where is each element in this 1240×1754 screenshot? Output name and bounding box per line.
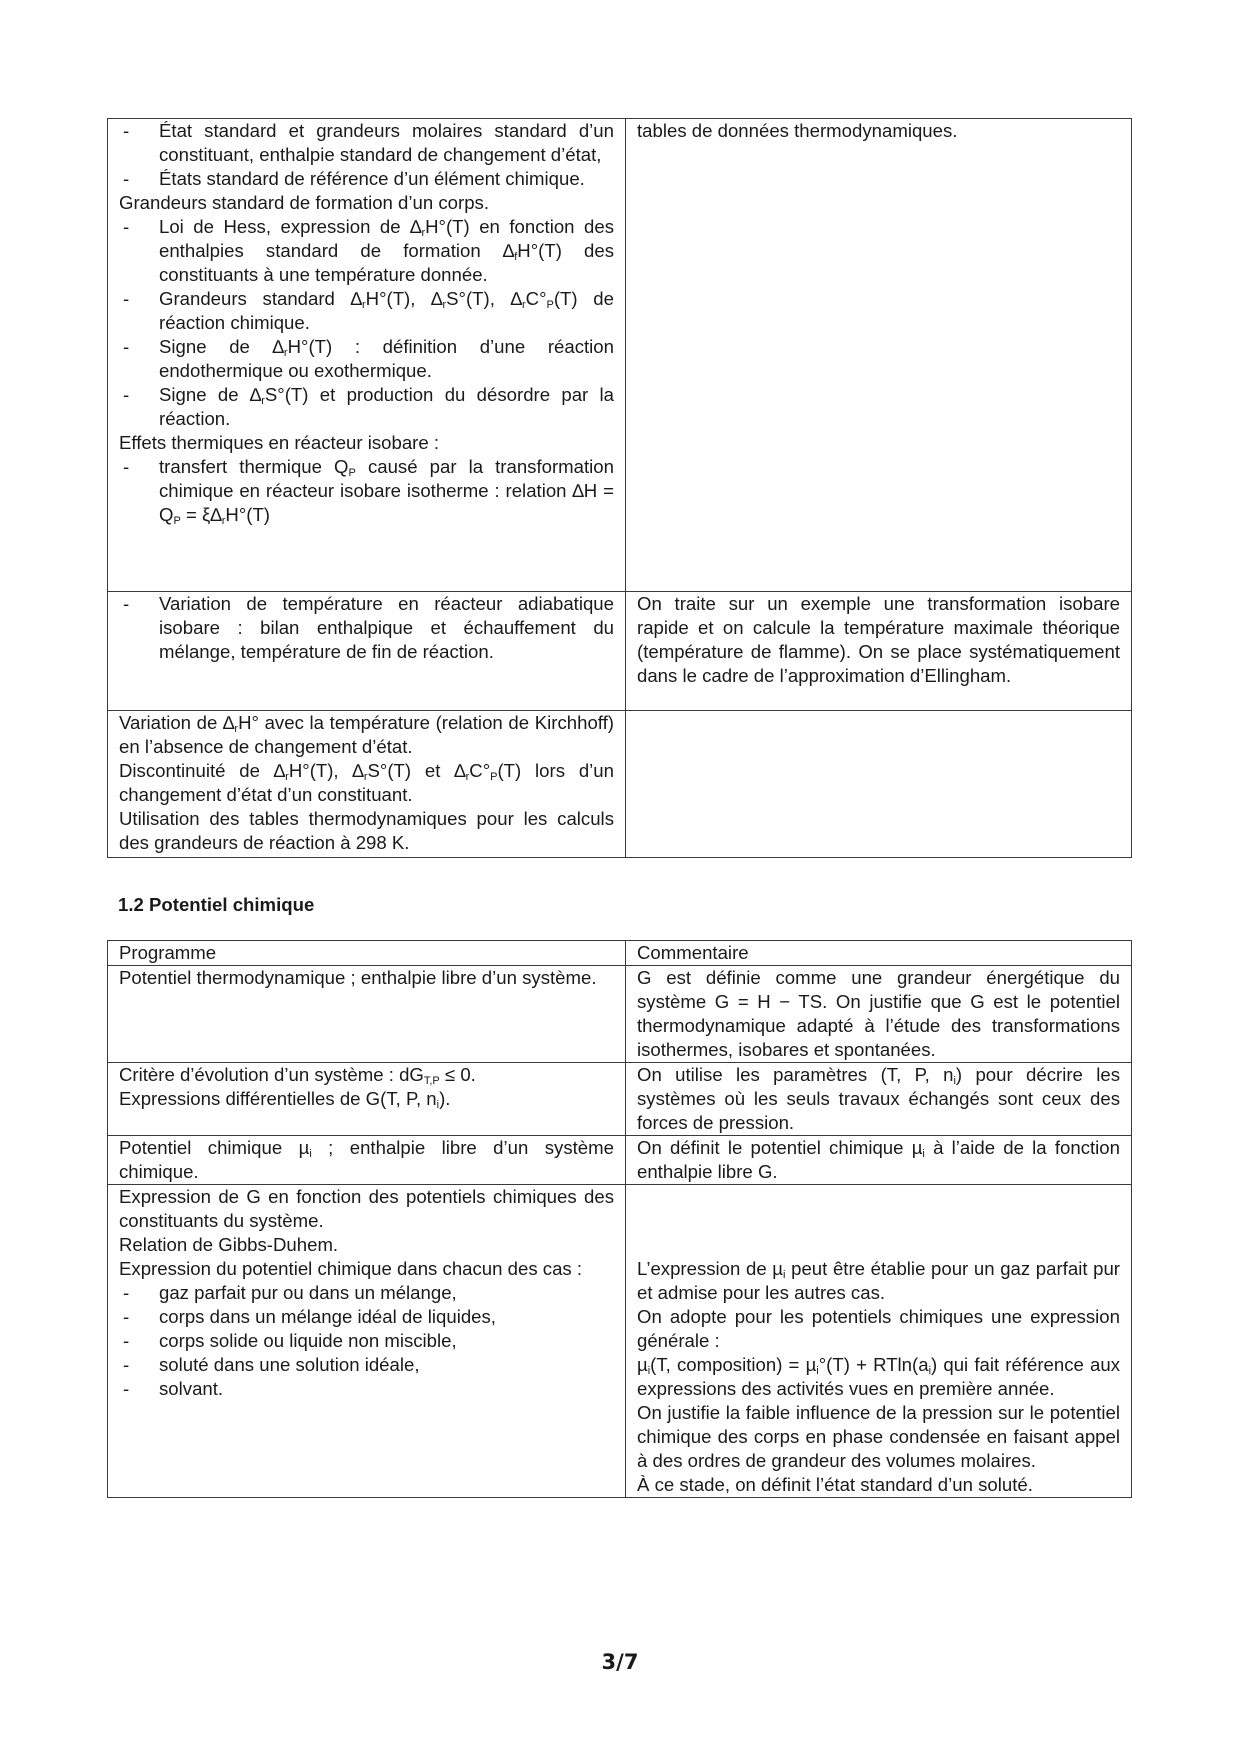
table-row bbox=[108, 1063, 1132, 1136]
table-row bbox=[108, 1185, 1132, 1498]
paragraph: Critère d’évolution d’un système : $dG_{T,P} \le 0$. bbox=[119, 1064, 476, 1087]
paragraph: Discontinuité de $\Delta_rH^\circ(T)$, $\Delta_rS^\circ(T)$ et $\Delta_rC^\circ_P(T)$ lors d’un changement d’état d’un constituant. bbox=[119, 760, 614, 805]
paragraph: Expression du potentiel chimique dans chacun des cas : bbox=[119, 1258, 583, 1279]
paragraph: Relation de Gibbs-Duhem. bbox=[119, 1234, 339, 1255]
list-item: - États standard de référence d’un élément chimique. bbox=[123, 168, 585, 189]
paragraph: Expressions différentielles de G(T, P, $n_i$). bbox=[119, 1088, 451, 1111]
list-item: - État standard et grandeurs molaires standard d’un constituant, enthalpie standard de changement d’état, bbox=[123, 120, 614, 165]
paragraph: L’expression de µ$_i$ peut être établie pour un gaz parfait pur et admise pour les autres cas. bbox=[637, 1258, 1120, 1303]
paragraph: Utilisation des tables thermodynamiques pour les calculs des grandeurs de réaction à 298 K. bbox=[119, 808, 614, 853]
comment-cell bbox=[626, 711, 1132, 858]
paragraph: Variation de $\Delta_rH^\circ$ avec la température (relation de Kirchhoff) en l’absence de changement d’état. bbox=[119, 712, 614, 757]
comment-cell: On traite sur un exemple une transformation isobare rapide et on calcule la température maximale théorique (température de flamme). On se place systématiquement dans le cadre de l’approximation d’Ellingham. bbox=[626, 592, 1132, 711]
program-cell bbox=[108, 1185, 626, 1498]
program-cell bbox=[108, 592, 626, 711]
comment-cell: On définit le potentiel chimique µ$_i$ à l’aide de la fonction enthalpie libre G. bbox=[626, 1136, 1132, 1185]
program-cell: Potentiel thermodynamique ; enthalpie libre d’un système. bbox=[108, 966, 626, 1063]
program-cell bbox=[108, 1063, 626, 1136]
list-item: - Loi de Hess, expression de $\Delta_rH^\circ(T)$ en fonction des enthalpies standard de formation $\Delta_fH^\circ(T)$ des constituants à une température donnée. bbox=[123, 216, 615, 285]
list-item: - transfert thermique $Q_P$ causé par la transformation chimique en réacteur isobare isotherme : relation $\Delta H = Q_P = \xi\Delta_rH^\circ(T)$ bbox=[123, 456, 614, 527]
table-row bbox=[108, 1136, 1132, 1185]
paragraph: À ce stade, on définit l’état standard d’un soluté. bbox=[637, 1474, 1033, 1495]
paragraph: Expression de G en fonction des potentiels chimiques des constituants du système. bbox=[119, 1186, 614, 1231]
program-cell bbox=[108, 119, 626, 592]
list-item: - solvant. bbox=[123, 1378, 224, 1399]
list-item: - soluté dans une solution idéale, bbox=[123, 1354, 420, 1375]
program-cell: Potentiel chimique µ$_i$ ; enthalpie libre d’un système chimique. bbox=[108, 1136, 626, 1185]
section-title: 1.2 Potentiel chimique bbox=[118, 894, 315, 915]
list-item: - Signe de $\Delta_rH^\circ(T)$ : définition d’une réaction endothermique ou exothermique. bbox=[123, 336, 614, 381]
table-row bbox=[108, 592, 1132, 711]
list-item: - corps dans un mélange idéal de liquides, bbox=[123, 1306, 496, 1327]
list-item: - Variation de température en réacteur adiabatique isobare : bilan enthalpique et échauffement du mélange, température de fin de réaction. bbox=[123, 593, 614, 662]
column-header-comment: Commentaire bbox=[626, 941, 1132, 966]
program-cell bbox=[108, 711, 626, 858]
paragraph: On adopte pour les potentiels chimiques une expression générale : bbox=[637, 1306, 1120, 1351]
table-row bbox=[108, 119, 1132, 592]
program-table-continued bbox=[107, 118, 1132, 858]
paragraph: On justifie la faible influence de la pression sur le potentiel chimique des corps en phase condensée en faisant appel à des ordres de grandeur des volumes molaires. bbox=[637, 1402, 1120, 1471]
comment-cell: tables de données thermodynamiques. bbox=[626, 119, 1132, 592]
paragraph: µ$_i$(T, composition) = $\mu_i^\circ(T) + RTln(a_i)$ qui fait référence aux expressions des activités vues en première année. bbox=[637, 1354, 1120, 1399]
page-number: 3/7 bbox=[601, 1650, 639, 1674]
paragraph: Grandeurs standard de formation d’un corps. bbox=[119, 192, 490, 213]
table-header-row bbox=[108, 941, 1132, 966]
list-item: - corps solide ou liquide non miscible, bbox=[123, 1330, 457, 1351]
comment-cell bbox=[626, 1185, 1132, 1498]
paragraph: Effets thermiques en réacteur isobare : bbox=[119, 432, 440, 453]
comment-cell: On utilise les paramètres (T, P, $n_i$) pour décrire les systèmes où les seuls travaux échangés sont ceux des forces de pression. bbox=[626, 1063, 1132, 1136]
list-item: - Grandeurs standard $\Delta_rH^\circ(T)$, $\Delta_rS^\circ(T)$, $\Delta_rC^\circ_P(T)$ de réaction chimique. bbox=[123, 288, 614, 333]
list-item: - gaz parfait pur ou dans un mélange, bbox=[123, 1282, 457, 1303]
table-row bbox=[108, 966, 1132, 1063]
comment-cell: G est définie comme une grandeur énergétique du système G = H − TS. On justifie que G est le potentiel thermodynamique adapté à l’étude des transformations isothermes, isobares et spontanées. bbox=[626, 966, 1132, 1063]
list-item: - Signe de $\Delta_rS^\circ(T)$ et production du désordre par la réaction. bbox=[123, 384, 615, 429]
column-header-program: Programme bbox=[108, 941, 626, 966]
table-row bbox=[108, 711, 1132, 858]
program-table bbox=[107, 940, 1132, 1498]
